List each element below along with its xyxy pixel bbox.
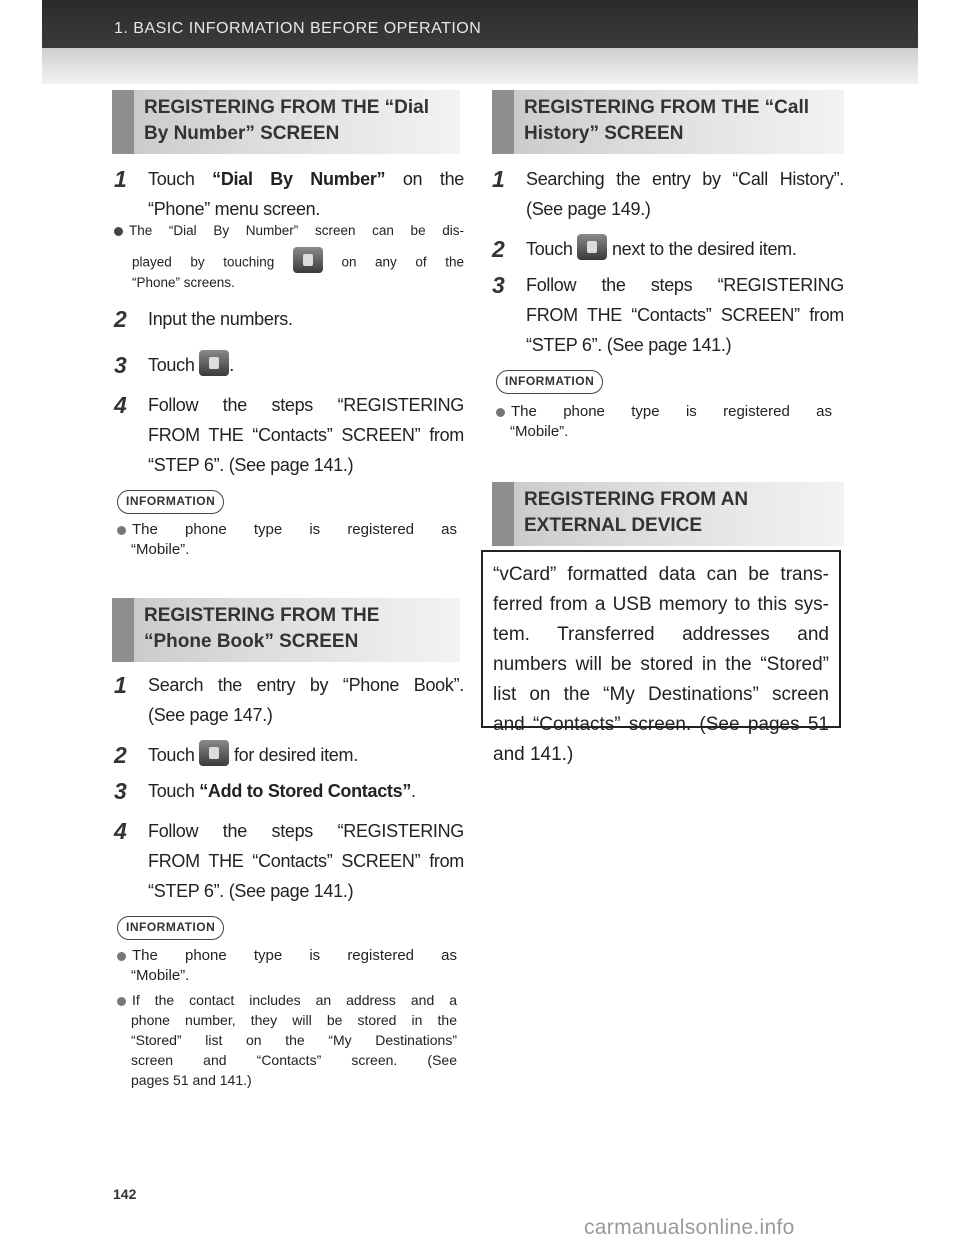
heading-text xyxy=(144,95,429,147)
step-number: 4 xyxy=(114,818,127,844)
note-text: “Phone” screens. xyxy=(132,275,235,290)
information-badge: INFORMATION xyxy=(117,916,224,940)
keyword-add-to-stored-contacts: “Add to Stored Contacts” xyxy=(199,781,412,801)
box-text: list on the “My Destinations” screen xyxy=(493,684,829,705)
info-text: The phone type is registered as xyxy=(132,521,457,538)
step-text: Follow the steps “REGISTERING xyxy=(148,821,464,841)
step-text: Input the numbers. xyxy=(148,309,293,329)
box-text: and “Contacts” screen. (See pages 51 xyxy=(493,714,829,735)
add-contact-icon xyxy=(199,350,229,376)
step-text: Follow the steps “REGISTERING xyxy=(148,395,464,415)
step-number: 1 xyxy=(114,166,127,192)
section-heading-phone-book xyxy=(112,598,460,662)
heading-line-1: REGISTERING FROM THE xyxy=(144,605,380,626)
info-text: screen and “Contacts” screen. (See xyxy=(131,1052,457,1068)
step-number: 3 xyxy=(492,272,505,298)
step-text: for desired item. xyxy=(233,745,358,765)
info-bullet xyxy=(117,990,457,1090)
keypad-icon xyxy=(293,247,323,273)
info-text: phone number, they will be stored in the xyxy=(131,1012,457,1028)
step-text: “Phone” menu screen. xyxy=(148,199,321,219)
info-bullet xyxy=(496,402,832,442)
heading-accent-bar xyxy=(112,90,134,154)
section-heading-external-device xyxy=(492,482,844,546)
step-number: 3 xyxy=(114,352,127,378)
page-number: 142 xyxy=(113,1186,137,1202)
step-text: “STEP 6”. (See page 141.) xyxy=(148,881,354,901)
step-text: “STEP 6”. (See page 141.) xyxy=(526,335,732,355)
info-text: “Mobile”. xyxy=(131,967,190,984)
step-text: . xyxy=(229,355,234,375)
step-text: Search the entry by “Phone Book”. xyxy=(148,675,464,695)
watermark: carmanualsonline.info xyxy=(584,1216,795,1239)
box-text: numbers will be stored in the “Stored” xyxy=(493,654,829,675)
heading-accent-bar xyxy=(112,598,134,662)
info-text: The phone type is registered as xyxy=(511,403,832,420)
heading-text xyxy=(524,95,809,147)
info-text: pages 51 and 141.) xyxy=(131,1072,252,1088)
info-text: The phone type is registered as xyxy=(132,947,457,964)
bullet-dot-icon xyxy=(117,526,126,535)
step-number: 3 xyxy=(114,778,127,804)
bullet-dot-icon xyxy=(114,227,123,236)
heading-accent-bar xyxy=(492,482,514,546)
heading-text xyxy=(144,603,379,655)
step-text: next to the desired item. xyxy=(611,239,797,259)
step-text: on the xyxy=(385,169,465,189)
add-contact-icon xyxy=(577,234,607,260)
note-text: played by touching xyxy=(132,254,275,270)
step-number: 2 xyxy=(492,236,505,262)
step-text: . xyxy=(411,781,416,801)
bullet-dot-icon xyxy=(496,408,505,417)
step-text: Touch xyxy=(526,239,573,259)
heading-line-1: REGISTERING FROM THE “Dial xyxy=(144,97,430,118)
info-text: “Mobile”. xyxy=(131,541,190,558)
edit-icon xyxy=(199,740,229,766)
box-text: “vCard” formatted data can be trans- xyxy=(493,564,829,585)
step-text: Touch xyxy=(148,169,213,189)
heading-line-2: “Phone Book” SCREEN xyxy=(144,631,359,652)
step-text: Touch xyxy=(148,745,195,765)
heading-line-2: By Number” SCREEN xyxy=(144,123,340,144)
vcard-info-box xyxy=(481,550,841,765)
step-number: 2 xyxy=(114,306,127,332)
bullet-dot-icon xyxy=(117,952,126,961)
step-text: Touch xyxy=(148,781,200,801)
step-text: “STEP 6”. (See page 141.) xyxy=(148,455,354,475)
heading-line-2: History” SCREEN xyxy=(524,123,684,144)
step-number: 2 xyxy=(114,742,127,768)
step-number: 1 xyxy=(114,672,127,698)
step-text: (See page 149.) xyxy=(526,199,651,219)
step-number: 1 xyxy=(492,166,505,192)
box-text: and 141.) xyxy=(493,744,574,765)
heading-accent-bar xyxy=(492,90,514,154)
note-bullet xyxy=(114,220,464,294)
info-text: “Mobile”. xyxy=(510,423,569,440)
information-badge: INFORMATION xyxy=(117,490,224,514)
heading-text xyxy=(524,487,748,539)
step-number: 4 xyxy=(114,392,127,418)
info-bullet xyxy=(117,946,457,986)
step-text: FROM THE “Contacts” SCREEN” from xyxy=(148,851,464,871)
info-text: “Stored” list on the “My Destinations” xyxy=(131,1032,457,1048)
step-text: (See page 147.) xyxy=(148,705,273,725)
step-text: FROM THE “Contacts” SCREEN” from xyxy=(526,305,844,325)
note-text: on any of the xyxy=(341,254,464,270)
box-text: ferred from a USB memory to this sys- xyxy=(493,594,829,615)
section-heading-call-history xyxy=(492,90,844,154)
chapter-title: 1. BASIC INFORMATION BEFORE OPERATION xyxy=(114,20,482,37)
heading-line-1: REGISTERING FROM AN xyxy=(524,489,749,510)
info-bullet xyxy=(117,520,457,560)
information-badge: INFORMATION xyxy=(496,370,603,394)
step-text: Searching the entry by “Call History”. xyxy=(526,169,844,189)
bullet-dot-icon xyxy=(117,997,126,1006)
heading-line-1: REGISTERING FROM THE “Call xyxy=(524,97,810,118)
box-text: tem. Transferred addresses and xyxy=(493,624,829,645)
step-text: Follow the steps “REGISTERING xyxy=(526,275,844,295)
info-text: If the contact includes an address and a xyxy=(132,992,457,1008)
header-shadow-strip xyxy=(42,48,918,84)
keyword-dial-by-number: “Dial By Number” xyxy=(212,169,386,189)
note-text: The “Dial By Number” screen can be dis- xyxy=(129,223,464,238)
step-text: FROM THE “Contacts” SCREEN” from xyxy=(148,425,464,445)
step-text: Touch xyxy=(148,355,195,375)
heading-line-2: EXTERNAL DEVICE xyxy=(524,515,703,536)
chapter-header-bar xyxy=(42,0,918,48)
section-heading-dial-by-number xyxy=(112,90,460,154)
